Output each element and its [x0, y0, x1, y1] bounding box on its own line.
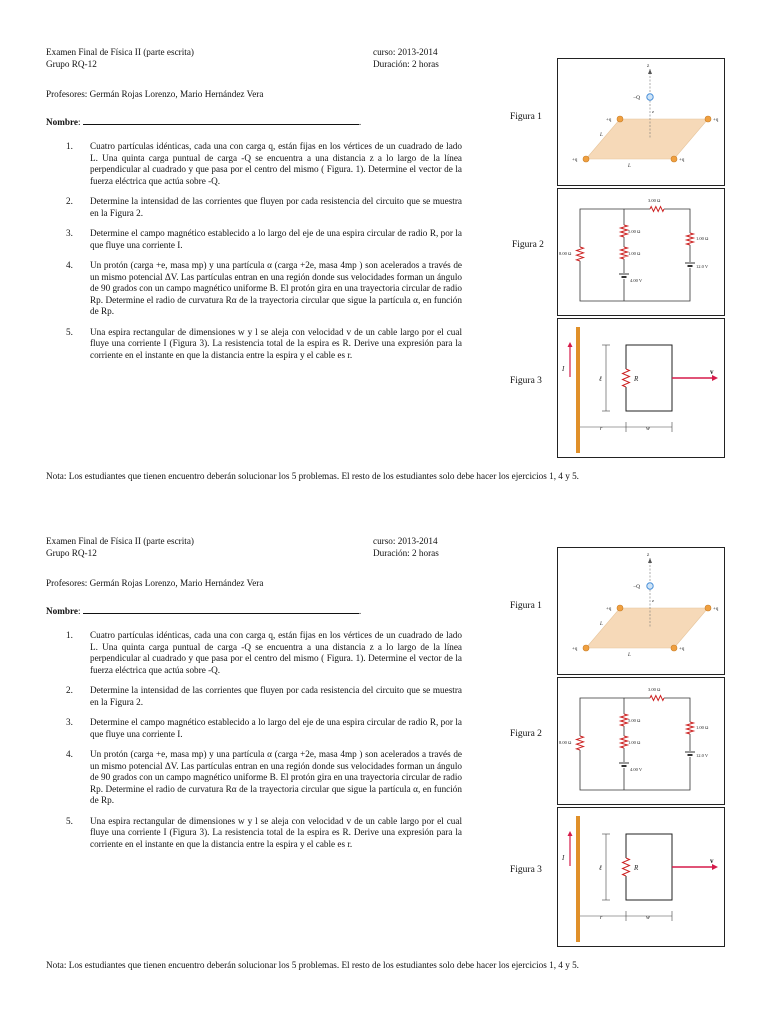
fig3-label: Figura 3 [510, 865, 542, 875]
problem-2 [66, 685, 462, 708]
square-plane [586, 119, 708, 159]
figure-1-svg [558, 548, 724, 674]
figure-1-svg [558, 59, 724, 185]
exam-group: Grupo RQ-12 [46, 58, 97, 69]
charge-bottom-left [583, 645, 589, 651]
problem-2 [66, 196, 462, 219]
figure-1 [557, 58, 725, 186]
footnote: Nota: Los estudiantes que tienen encuentro deberán solucionar los 5 problemas. El resto de los estudiantes solo debe hacer los ejercicios 1, 4 y 5. [46, 960, 579, 970]
figure-2 [557, 188, 725, 316]
problem-number: 4. [66, 749, 73, 759]
width-label: w [646, 426, 651, 432]
figure-3-svg [558, 808, 724, 946]
problem-number: 3. [66, 228, 73, 238]
current-arrowhead [568, 831, 573, 836]
name-line [46, 604, 361, 618]
figure-3-svg [558, 319, 724, 457]
distance-label: r [600, 426, 603, 432]
charge-top-right-label: +q [713, 118, 719, 123]
figure-2 [557, 677, 725, 805]
fig1-label: Figura 1 [510, 601, 542, 611]
center-charge [647, 583, 653, 589]
fig2-label: Figura 2 [510, 729, 542, 739]
charge-top-left-label: +q [606, 607, 612, 612]
problem-3 [66, 228, 462, 251]
professors: Profesores: Germán Rojas Lorenzo, Mario Hernández Vera [46, 89, 264, 99]
problem-number: 5. [66, 326, 73, 337]
current-label: I [562, 365, 565, 373]
side-label-bottom: L [628, 164, 631, 169]
header-right [373, 47, 439, 70]
problem-number: 1. [66, 630, 73, 640]
problem-text: Cuatro partículas idénticas, cada una con carga q, están fijas en los vértices de un cuadrado de lado L. Una quinta carga puntual de carga -Q se encuentra a una distancia z a lo largo de la línea perpendicular al cuadrado y que pasa por el centro del mismo ( Figura. 1). Determine el vector de la fuerza eléctrica que actúa sobre -Q. [90, 141, 462, 186]
charge-top-right-label: +q [713, 607, 719, 612]
name-label: Nombre [46, 606, 78, 616]
problem-list [66, 630, 462, 859]
resistor-mid-1-label: 5.00 Ω [628, 718, 641, 723]
fig3-label: Figura 3 [510, 376, 542, 386]
charge-bottom-left-label: +q [572, 647, 578, 652]
problem-number: 2. [66, 685, 73, 695]
problem-1 [66, 630, 462, 676]
exam-duration: Duración: 2 horas [373, 547, 439, 558]
charge-bottom-right [671, 156, 677, 162]
exam-title: Examen Final de Física II (parte escrita) [46, 536, 194, 546]
center-charge-label: −Q [633, 584, 641, 590]
figure-3 [557, 807, 725, 947]
z-axis-label: z [647, 64, 650, 69]
problem-5 [66, 816, 462, 851]
rectangular-loop [626, 345, 672, 411]
exam-course: curso: 2013-2014 [373, 536, 438, 546]
current-label: I [562, 854, 565, 862]
professors: Profesores: Germán Rojas Lorenzo, Mario Hernández Vera [46, 578, 264, 588]
velocity-label: v [710, 368, 714, 376]
problem-number: 2. [66, 196, 73, 206]
exam-copy-2 [0, 489, 768, 979]
z-axis-arrow [648, 69, 652, 74]
loop-resistor-label: R [634, 375, 639, 383]
charge-top-right [705, 116, 711, 122]
problem-5 [66, 327, 462, 362]
side-label-left: L [600, 133, 603, 138]
battery-right-label: 12.0 V [696, 753, 709, 758]
charge-bottom-left [583, 156, 589, 162]
distance-label: r [600, 915, 603, 921]
charge-bottom-right [671, 645, 677, 651]
current-arrowhead [568, 342, 573, 347]
charge-top-right [705, 605, 711, 611]
header-left [46, 47, 194, 70]
problem-4 [66, 260, 462, 318]
problem-1 [66, 141, 462, 187]
length-label: ℓ [599, 375, 602, 383]
problem-text: Un protón (carga +e, masa mp) y una partícula α (carga +2e, masa 4mp ) son acelerados a través de un mismo potencial ΔV. Las partículas entran en una región donde sus velocidades forman un ángulo de 90 grados con un campo magnético uniforme B. El protón gira en una trayectoria circular de radio Rp. Determine el radio de curvatura Rα de la trayectoria circular que sigue la partícula α, en función de Rp. [90, 749, 462, 805]
center-charge [647, 94, 653, 100]
header-right [373, 536, 439, 559]
center-charge-label: −Q [633, 95, 641, 101]
name-colon: : [77, 606, 81, 616]
battery-mid-label: 4.00 V [630, 767, 643, 772]
long-wire [576, 327, 580, 453]
width-label: w [646, 915, 651, 921]
side-label-bottom: L [628, 653, 631, 658]
z-axis-label: z [647, 553, 650, 558]
exam-group: Grupo RQ-12 [46, 547, 97, 558]
name-end: . [358, 606, 362, 616]
velocity-label: v [710, 857, 714, 865]
problem-text: Determine el campo magnético establecido a lo largo del eje de una espira circular de radio R, por la que fluye una corriente I. [90, 228, 462, 250]
problem-text: Un protón (carga +e, masa mp) y una partícula α (carga +2e, masa 4mp ) son acelerados a través de un mismo potencial ΔV. Las partículas entran en una región donde sus velocidades forman un ángulo de 90 grados con un campo magnético uniforme B. El protón gira en una trayectoria circular de radio Rp. Determine el radio de curvatura Rα de la trayectoria circular que sigue la partícula α, en función de Rp. [90, 260, 462, 316]
name-end: . [358, 117, 362, 127]
charge-top-left-label: +q [606, 118, 612, 123]
long-wire [576, 816, 580, 942]
resistor-top-label: 3.00 Ω [648, 687, 661, 692]
charge-bottom-left-label: +q [572, 158, 578, 163]
battery-mid-label: 4.00 V [630, 278, 643, 283]
name-colon: : [77, 117, 81, 127]
name-blank[interactable] [83, 604, 362, 616]
header-left [46, 536, 194, 559]
resistor-left-label: 8.00 Ω [559, 251, 572, 256]
charge-top-left [617, 605, 623, 611]
fig1-label: Figura 1 [510, 112, 542, 122]
square-plane [586, 608, 708, 648]
footnote: Nota: Los estudiantes que tienen encuentro deberán solucionar los 5 problemas. El resto de los estudiantes solo debe hacer los ejercicios 1, 4 y 5. [46, 471, 579, 481]
rectangular-loop [626, 834, 672, 900]
resistor-top-label: 3.00 Ω [648, 198, 661, 203]
charge-top-left [617, 116, 623, 122]
resistor-mid-2-label: 1.00 Ω [628, 740, 641, 745]
name-label: Nombre [46, 117, 78, 127]
fig2-label: Figura 2 [512, 240, 544, 250]
problem-list [66, 141, 462, 370]
problem-text: Una espira rectangular de dimensiones w y l se aleja con velocidad v de un cable largo por el cual fluye una corriente I (Figura 3). La resistencia total de la espira es R. Derive una expresión para la corriente en el instante en que la distancia entre la espira y el cable es r. [90, 815, 462, 849]
length-label: ℓ [599, 864, 602, 872]
exam-copy-1 [0, 0, 768, 490]
problem-number: 5. [66, 815, 73, 826]
resistor-right-label: 1.00 Ω [696, 236, 709, 241]
side-label-left: L [600, 622, 603, 627]
charge-bottom-right-label: +q [679, 647, 685, 652]
name-line [46, 115, 361, 129]
exam-duration: Duración: 2 horas [373, 58, 439, 69]
exam-title: Examen Final de Física II (parte escrita) [46, 47, 194, 57]
problem-3 [66, 717, 462, 740]
problem-text: Determine la intensidad de las corrientes que fluyen por cada resistencia del circuito que se muestra en la Figura 2. [90, 196, 462, 218]
name-blank[interactable] [83, 115, 362, 127]
problem-number: 4. [66, 260, 73, 270]
resistor-left-label: 8.00 Ω [559, 740, 572, 745]
figure-3 [557, 318, 725, 458]
problem-text: Determine la intensidad de las corrientes que fluyen por cada resistencia del circuito que se muestra en la Figura 2. [90, 685, 462, 707]
resistor-mid-2-label: 1.00 Ω [628, 251, 641, 256]
figure-1 [557, 547, 725, 675]
problem-4 [66, 749, 462, 807]
battery-right-label: 12.0 V [696, 264, 709, 269]
problem-text: Cuatro partículas idénticas, cada una con carga q, están fijas en los vértices de un cuadrado de lado L. Una quinta carga puntual de carga -Q se encuentra a una distancia z a lo largo de la línea perpendicular al cuadrado y que pasa por el centro del mismo ( Figura. 1). Determine el vector de la fuerza eléctrica que actúa sobre -Q. [90, 630, 462, 675]
exam-course: curso: 2013-2014 [373, 47, 438, 57]
z-distance-label: z [652, 109, 654, 114]
problem-number: 1. [66, 141, 73, 151]
charge-bottom-right-label: +q [679, 158, 685, 163]
problem-number: 3. [66, 717, 73, 727]
problem-text: Determine el campo magnético establecido a lo largo del eje de una espira circular de radio R, por la que fluye una corriente I. [90, 717, 462, 739]
problem-text: Una espira rectangular de dimensiones w y l se aleja con velocidad v de un cable largo por el cual fluye una corriente I (Figura 3). La resistencia total de la espira es R. Derive una expresión para la corriente en el instante en que la distancia entre la espira y el cable es r. [90, 326, 462, 360]
figure-2-svg [558, 189, 724, 315]
resistor-right-label: 1.00 Ω [696, 725, 709, 730]
z-distance-label: z [652, 598, 654, 603]
resistor-mid-1-label: 5.00 Ω [628, 229, 641, 234]
loop-resistor-label: R [634, 864, 639, 872]
figure-2-svg [558, 678, 724, 804]
z-axis-arrow [648, 558, 652, 563]
